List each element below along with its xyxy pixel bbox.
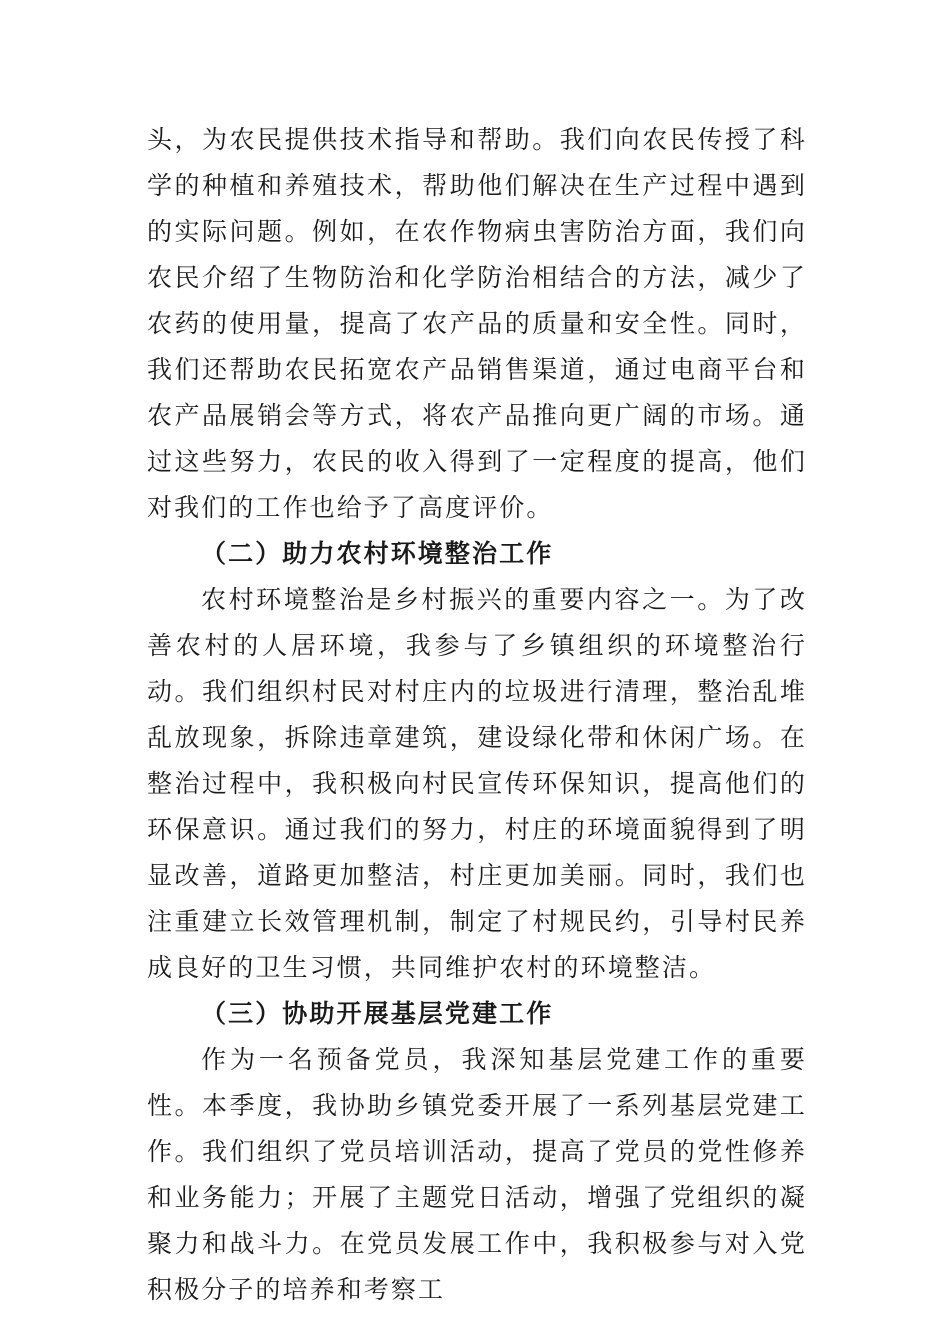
paragraph-party-building: 作为一名预备党员，我深知基层党建工作的重要性。本季度，我协助乡镇党委开展了一系列基层党建工作。我们组织了党员培训活动，提高了党员的党性修养和业务能力；开展了主题党日活动，增强了党组织的凝聚力和战斗力。在党员发展工作中，我积极参与对入党积极分子的培养和考察工: [147, 1045, 807, 1304]
section-heading-environment: （二）助力农村环境整治工作: [201, 539, 554, 568]
section-heading-party-building: （三）协助开展基层党建工作: [201, 999, 554, 1028]
paragraph-environment: 农村环境整治是乡村振兴的重要内容之一。为了改善农村的人居环境，我参与了乡镇组织的环境整治行动。我们组织村民对村庄内的垃圾进行清理，整治乱堆乱放现象，拆除违章建筑，建设绿化带和休闲广场。在整治过程中，我积极向村民宣传环保知识，提高他们的环保意识。通过我们的努力，村庄的环境面貌得到了明显改善，道路更加整洁，村庄更加美丽。同时，我们也注重建立长效管理机制，制定了村规民约，引导村民养成良好的卫生习惯，共同维护农村的环境整洁。: [147, 585, 807, 982]
paragraph-farmer-support: 头，为农民提供技术指导和帮助。我们向农民传授了科学的种植和养殖技术，帮助他们解决在生产过程中遇到的实际问题。例如，在农作物病虫害防治方面，我们向农民介绍了生物防治和化学防治相结合的方法，减少了农药的使用量，提高了农产品的质量和安全性。同时，我们还帮助农民拓宽农产品销售渠道，通过电商平台和农产品展销会等方式，将农产品推向更广阔的市场。通过这些努力，农民的收入得到了一定程度的提高，他们对我们的工作也给予了高度评价。: [147, 125, 807, 522]
document-body: [147, 117, 807, 1313]
